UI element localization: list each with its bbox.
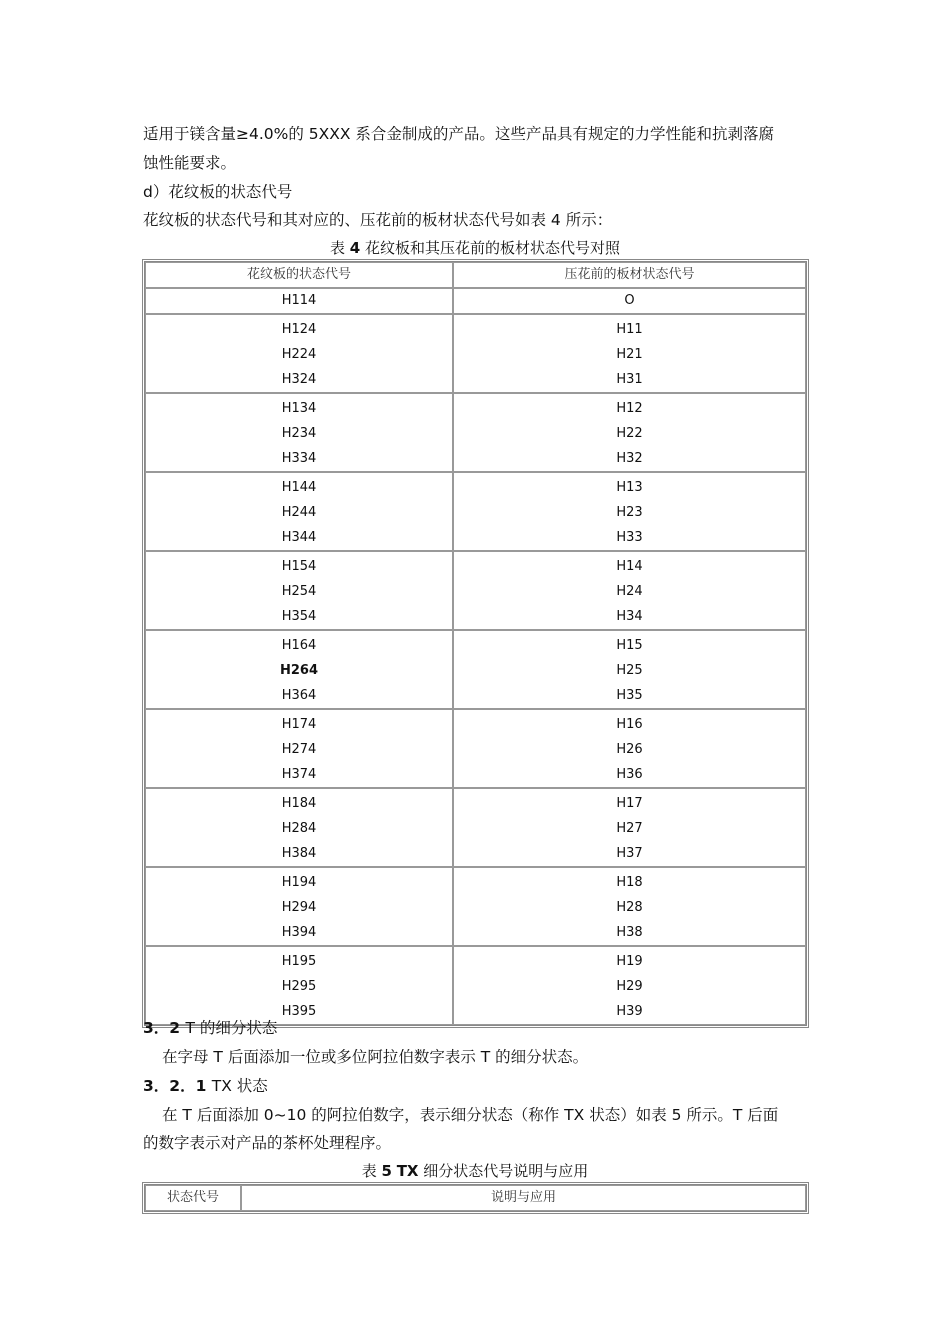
table4-cell-value: H26: [616, 742, 643, 757]
table4-row: [145, 288, 806, 314]
table4-cell: [145, 867, 453, 946]
table4-cell-value: H24: [616, 584, 643, 599]
table4-cell-value: H12: [616, 401, 643, 416]
table4-cell-value: H195: [281, 954, 317, 969]
table4-cell: O: [453, 288, 806, 314]
table4-cell: [453, 314, 806, 393]
table4-cell-value: H354: [281, 609, 317, 624]
table4-cell-value: H124: [281, 322, 317, 337]
table4-cell-value: H274: [281, 742, 317, 757]
table4-group-row: [145, 314, 806, 393]
table4: [142, 259, 809, 1028]
table5-caption-text: 细分状态代号说明与应用: [423, 1162, 589, 1180]
section-3-2-number: 3．2: [143, 1019, 181, 1037]
table4-cell-value: H36: [616, 767, 643, 782]
table4-cell-value: H364: [281, 688, 317, 703]
table4-cell: H114: [145, 288, 453, 314]
table4-cell: [145, 551, 453, 630]
table4-cell-value: H16: [616, 717, 643, 732]
table4-cell-value: H254: [281, 584, 317, 599]
table4-cell: [145, 314, 453, 393]
table4-cell-value: H19: [616, 954, 643, 969]
table4-cell-value: H264: [279, 663, 319, 678]
table5-caption-prefix: 表: [361, 1162, 377, 1180]
table4-cell-value: H25: [616, 663, 643, 678]
table4-cell: [453, 709, 806, 788]
intro-line-3: 花纹板的状态代号和其对应的、压花前的板材状态代号如表 4 所示：: [143, 211, 613, 229]
table4-cell-value: H324: [281, 372, 317, 387]
table4-cell-value: H344: [281, 530, 317, 545]
table4-cell-value: H284: [281, 821, 317, 836]
table4-cell-value: H35: [616, 688, 643, 703]
table4-cell-value: H29: [616, 979, 643, 994]
table4-cell: [453, 788, 806, 867]
table4-cell: [453, 946, 806, 1025]
table4-group-row: [145, 946, 806, 1025]
table5-header-cell: 说明与应用: [241, 1185, 806, 1211]
section-3-2-body: 在字母 T 后面添加一位或多位阿拉伯数字表示 T 的细分状态。: [162, 1048, 589, 1066]
table5-caption: [0, 1161, 950, 1181]
table4-cell-value: H17: [616, 796, 643, 811]
table4-cell: [453, 630, 806, 709]
intro-line-1: 适用于镁含量≥4.0%的 5XXX 系合金制成的产品。这些产品具有规定的力学性能和抗剥落腐: [143, 125, 774, 143]
table4-cell-value: H154: [281, 559, 317, 574]
heading-d: d）花纹板的状态代号: [143, 183, 293, 201]
table5: [142, 1182, 809, 1214]
table4-cell-value: H294: [281, 900, 317, 915]
table4-cell-value: H38: [616, 925, 643, 940]
table5-caption-num: 5: [381, 1162, 392, 1180]
table4-header-cell: 花纹板的状态代号: [145, 262, 453, 288]
section-3-2-1-body-1: 在 T 后面添加 0~10 的阿拉伯数字，表示细分状态（称作 TX 状态）如表 5 所示。T 后面: [162, 1106, 779, 1124]
table4-caption-prefix: 表: [329, 239, 345, 257]
table4-cell-value: H31: [616, 372, 643, 387]
table4-group-row: [145, 709, 806, 788]
table4-cell: [453, 551, 806, 630]
section-3-2-title: T 的细分状态: [185, 1019, 278, 1037]
table4-cell-value: H34: [616, 609, 643, 624]
table4-cell-value: H174: [281, 717, 317, 732]
table4-caption: [0, 238, 950, 258]
table4-cell-value: H295: [281, 979, 317, 994]
table4-cell: [145, 472, 453, 551]
table4-cell-value: H28: [616, 900, 643, 915]
table4-cell-value: H374: [281, 767, 317, 782]
table4-cell-value: H134: [281, 401, 317, 416]
table4-cell-value: H395: [281, 1004, 317, 1019]
table4-cell-value: H39: [616, 1004, 643, 1019]
table4-cell-value: H23: [616, 505, 643, 520]
section-3-2-1-heading: [143, 1076, 268, 1096]
table4-cell-value: H22: [616, 426, 643, 441]
table4-cell: [453, 867, 806, 946]
table4-header-row: [145, 262, 806, 288]
table4-cell: [453, 472, 806, 551]
table4-cell-value: H164: [281, 638, 317, 653]
table4-group-row: [145, 630, 806, 709]
table4-caption-num: 4: [349, 239, 361, 257]
table4-cell-value: H14: [616, 559, 643, 574]
section-3-2-1-body-2: 的数字表示对产品的茶杯处理程序。: [143, 1134, 392, 1152]
table4-cell: [145, 709, 453, 788]
table4-cell-value: H18: [616, 875, 643, 890]
table4-cell-value: H144: [281, 480, 317, 495]
table4-cell-value: H234: [281, 426, 317, 441]
table4-cell: [453, 393, 806, 472]
section-3-2-1-number: 3．2．1: [143, 1077, 207, 1095]
table4-group-row: [145, 788, 806, 867]
table4-cell-value: H194: [281, 875, 317, 890]
table5-caption-bold: TX: [396, 1162, 419, 1180]
table4-cell-value: H224: [281, 347, 317, 362]
table4-group-row: [145, 393, 806, 472]
section-3-2-heading: [143, 1018, 277, 1038]
table4-cell-value: H27: [616, 821, 643, 836]
table4-cell-value: H334: [281, 451, 317, 466]
table4-cell: [145, 788, 453, 867]
table4-group-row: [145, 551, 806, 630]
table5-header-cell: 状态代号: [145, 1185, 241, 1211]
table4-cell-value: H32: [616, 451, 643, 466]
table4-header-cell: 压花前的板材状态代号: [453, 262, 806, 288]
table4-cell-value: H394: [281, 925, 317, 940]
table4-group-row: [145, 472, 806, 551]
table4-caption-text: 花纹板和其压花前的板材状态代号对照: [365, 239, 621, 257]
table4-cell-value: H21: [616, 347, 643, 362]
table4-cell-value: H37: [616, 846, 643, 861]
table4-cell-value: H13: [616, 480, 643, 495]
table4-cell-value: H244: [281, 505, 317, 520]
table4-group-row: [145, 867, 806, 946]
intro-line-2: 蚀性能要求。: [143, 154, 237, 172]
table4-cell-value: H184: [281, 796, 317, 811]
table4-cell-value: H384: [281, 846, 317, 861]
section-3-2-1-title: TX 状态: [211, 1077, 268, 1095]
table4-cell-value: H15: [616, 638, 643, 653]
table4-cell: [145, 946, 453, 1025]
table4-cell: [145, 393, 453, 472]
table5-header-row: [145, 1185, 806, 1211]
table4-cell-value: H33: [616, 530, 643, 545]
table4-cell: [145, 630, 453, 709]
table4-cell-value: H11: [616, 322, 643, 337]
